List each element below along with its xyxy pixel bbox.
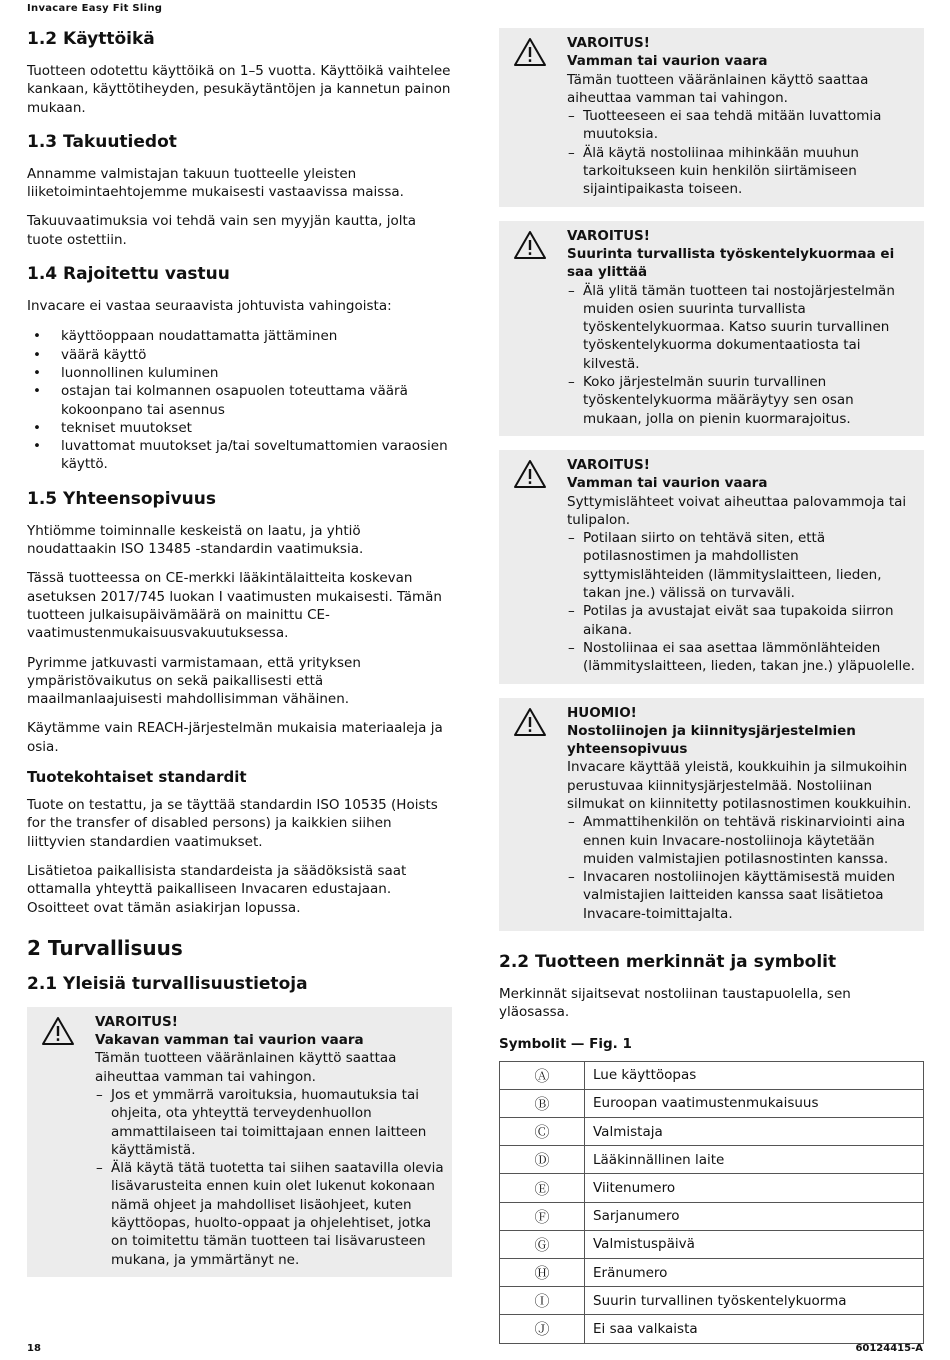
table-row [500,1258,924,1286]
table-row [500,1118,924,1146]
list-item: – Tuotteeseen ei saa tehdä mitään luvattomia muutoksia. [567,107,916,144]
warning-label: VAROITUS! [95,1013,178,1030]
symbol-description: Ei saa valkaista [585,1315,924,1343]
warning-box [499,221,924,436]
symbol-description: Suurin turvallinen työskentelykuorma [585,1287,924,1315]
table-row [500,1315,924,1343]
section-title-1-3: 1.3 Takuutiedot [27,131,177,152]
table-row [500,1202,924,1230]
list-item: – Nostoliinaa ei saa asettaa lämmönlähteiden (lämmityslaitteen, lieden, takan jne.) yläpuolelle. [567,639,916,676]
list-item: – Koko järjestelmän suurin turvallinen työskentelykuorma määräytyy sen osan mukaan, jolla on pienin kuormarajoitus. [567,373,916,428]
paragraph: Pyrimme jatkuvasti varmistamaan, että yrityksen ympäristövaikutus on sekä paikallisesti että maailmanlaajuisesti mahdollisimman vähäinen. [27,654,361,708]
figure-label: Symbolit — Fig. 1 [499,1035,632,1052]
paragraph: Yhtiömme toiminnalle keskeistä on laatu, ja yhtiö noudattaakin ISO 13485 -standardin vaatimuksia. [27,522,364,558]
section-title-1-5: 1.5 Yhteensopivuus [27,488,216,509]
warning-label: VAROITUS! [567,227,650,244]
subsection-title-standards: Tuotekohtaiset standardit [27,768,247,787]
caution-text: Invacare käyttää yleistä, koukkuihin ja silmukoihin perustuvaa kiinnitysjärjestelmää. Nostoliinan silmukat on kiinnitetty potilasnostimen koukkuihin. [567,759,912,812]
warning-text: Tämän tuotteen vääränlainen käyttö saattaa aiheuttaa vamman tai vahingon. [567,71,869,106]
warning-icon [41,1016,75,1046]
symbol-letter-icon: Ⓓ [500,1146,585,1174]
list-item: • luvattomat muutokset ja/tai soveltumattomien varaosien käyttö. [27,437,452,474]
warning-text: Syttymislähteet voivat aiheuttaa palovammoja tai tulipalon. [567,493,907,528]
warning-icon [513,459,547,489]
warning-label: VAROITUS! [567,35,650,51]
list-item: – Ammattihenkilön on tehtävä riskinarviointi aina ennen kuin Invacare-nostoliinoja käytetään muiden valmistajien potilasnostinten kanssa. [567,813,916,868]
paragraph: Tuote on testattu, ja se täyttää standardin ISO 10535 (Hoists for the transfer of disabled persons) ja kaikkien siihen liittyvien standardien vaatimukset. [27,797,438,850]
symbol-description: Eränumero [585,1258,924,1286]
warning-text: Tämän tuotteen vääränlainen käyttö saattaa aiheuttaa vamman tai vahingon. [95,1050,397,1085]
paragraph: Takuuvaatimuksia voi tehdä vain sen myyjän kautta, jolta tuote ostettiin. [27,213,417,248]
list-item: • tekniset muutokset [27,419,452,437]
warning-icon [513,230,547,260]
liability-list [27,327,452,473]
paragraph: Annamme valmistajan takuun tuotteelle yleisten liiketoimintaehtojemme mukaisesti vastaavissa maissa. [27,165,404,201]
section-title-2-1: 2.1 Yleisiä turvallisuustietoja [27,973,308,994]
symbol-letter-icon: Ⓗ [500,1258,585,1286]
warning-list [567,107,916,198]
list-item: – Invacaren nostoliinojen käyttämisestä muiden valmistajien laitteiden kanssa saat lisätietoa Invacare-toimittajalta. [567,868,916,923]
list-item: – Jos et ymmärrä varoituksia, huomautuksia tai ohjeita, ota yhteyttä terveydenhuollon ammattilaiseen tai toimittajaan ennen laitteen käyttämistä. [95,1086,444,1159]
warning-list [567,282,916,428]
list-item: – Älä käytä nostoliinaa mihinkään muuhun tarkoitukseen kuin henkilön siirtämiseen sijaintipaikasta toiseen. [567,144,916,199]
table-row [500,1061,924,1089]
paragraph: Lisätietoa paikallisista standardeista ja säädöksistä saat ottamalla yhteyttä paikalliseen Invacaren edustajaan. Osoitteet ovat tämän asiakirjan lopussa. [27,862,407,916]
caution-label: HUOMIO! [567,704,637,721]
table-row [500,1174,924,1202]
warning-box [499,28,924,207]
warning-subtitle: Vakavan vamman tai vaurion vaara [95,1032,364,1049]
table-row [500,1146,924,1174]
caution-list [567,813,916,923]
chapter-title-2: 2 Turvallisuus [27,935,183,960]
paragraph: Tässä tuotteessa on CE-merkki lääkintälaitteita koskevan asetuksen 2017/745 luokan I vaatimusten mukaisesti. Tämän tuotteen julkaisupäivämäärä on mainittu CE-vaatimustenmukaisuusvakuutuksessa. [27,570,442,642]
caution-subtitle: Nostoliinojen ja kiinnitysjärjestelmien yhteensopivuus [567,722,856,758]
symbol-letter-icon: Ⓕ [500,1202,585,1230]
symbol-letter-icon: Ⓖ [500,1230,585,1258]
right-column [499,28,924,1344]
section-title-2-2: 2.2 Tuotteen merkinnät ja symbolit [499,952,837,973]
symbol-description: Lue käyttöopas [585,1061,924,1089]
warning-box [27,1007,452,1277]
symbol-description: Valmistaja [585,1118,924,1146]
list-item: – Potilas ja avustajat eivät saa tupakoida siirron aikana. [567,602,916,639]
caution-box [499,698,924,932]
table-row [500,1287,924,1315]
warning-label: VAROITUS! [567,456,650,473]
paragraph: Käytämme vain REACH-järjestelmän mukaisia materiaaleja ja osia. [27,720,443,755]
warning-subtitle: Vamman tai vaurion vaara [567,475,768,492]
symbol-description: Valmistuspäivä [585,1230,924,1258]
warning-list [95,1086,444,1269]
symbol-description: Lääkinnällinen laite [585,1146,924,1174]
warning-subtitle: Suurinta turvallista työskentelykuormaa ei saa ylittää [567,245,895,281]
document-number: 60124415-A [855,1343,923,1354]
list-item: – Älä ylitä tämän tuotteen tai nostojärjestelmän muiden osien suurinta turvallista työskentelykuormaa. Katso suurin turvallinen työskentelykuorma dokumentaatiosta tai kilvestä. [567,282,916,373]
table-row [500,1230,924,1258]
list-item: • käyttöoppaan noudattamatta jättäminen [27,327,452,345]
table-row [500,1089,924,1117]
symbol-description: Sarjanumero [585,1202,924,1230]
left-column [27,28,452,1291]
section-title-1-4: 1.4 Rajoitettu vastuu [27,264,230,285]
list-item: • luonnollinen kuluminen [27,364,452,382]
symbol-letter-icon: Ⓔ [500,1174,585,1202]
running-header: Invacare Easy Fit Sling [27,3,163,14]
list-item: – Potilaan siirto on tehtävä siten, että potilasnostimen ja mahdollisten syttymislähteiden (lämmityslaitteen, lieden, takan jne.) välissä on turvaväli. [567,529,916,602]
list-item: – Älä käytä tätä tuotetta tai siihen saatavilla olevia lisävarusteita ennen kuin olet lukenut kokonaan nämä ohjeet ja mahdolliset lisäohjeet, kuten käyttöopas, huolto-oppaat ja ohjelehtiset, jotka on toimitettu tämän tuotteen tai lisävarusteen mukana, ja ymmärtänyt ne. [95,1159,444,1269]
symbol-letter-icon: Ⓒ [500,1118,585,1146]
paragraph: Invacare ei vastaa seuraavista johtuvista vahingoista: [27,298,392,315]
symbol-description: Euroopan vaatimustenmukaisuus [585,1089,924,1117]
symbol-letter-icon: Ⓐ [500,1061,585,1089]
paragraph: Tuotteen odotettu käyttöikä on 1–5 vuotta. Käyttöikä vaihtelee kankaan, käyttötiheyden, pesukäytäntöjen ja kannetun painon mukaan. [27,63,451,116]
symbol-description: Viitenumero [585,1174,924,1202]
warning-box [499,450,924,684]
list-item: • väärä käyttö [27,346,452,364]
paragraph: Merkinnät sijaitsevat nostoliinan taustapuolella, sen yläosassa. [499,986,851,1021]
warning-list [567,529,916,675]
warning-subtitle: Vamman tai vaurion vaara [567,53,768,70]
symbol-letter-icon: Ⓑ [500,1089,585,1117]
list-item: • ostajan tai kolmannen osapuolen toteuttama väärä kokoonpano tai asennus [27,382,452,419]
section-title-1-2: 1.2 Käyttöikä [27,29,155,49]
symbol-letter-icon: Ⓙ [500,1315,585,1343]
warning-icon [513,37,547,67]
symbol-letter-icon: Ⓘ [500,1287,585,1315]
symbol-table [499,1061,924,1344]
page-number: 18 [27,1343,41,1354]
warning-icon [513,707,547,737]
